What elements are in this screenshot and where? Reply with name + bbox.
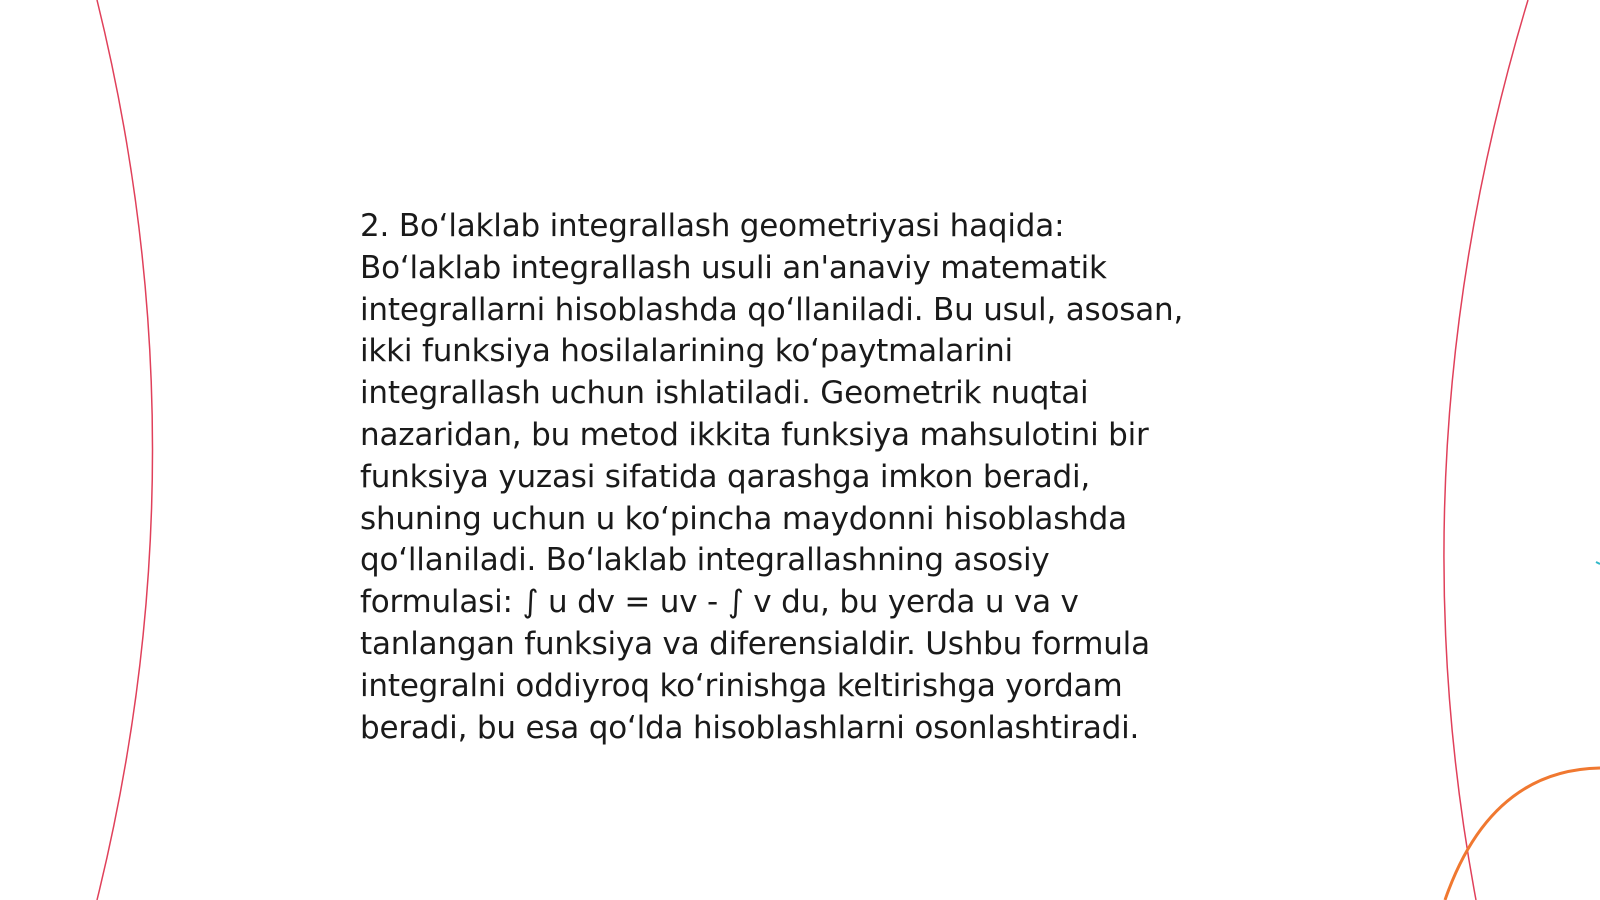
text-line: qo‘llaniladi. Bo‘laklab integrallashning asosiy <box>360 542 1050 579</box>
text-line: beradi, bu esa qo‘lda hisoblashlarni osonlashtiradi. <box>360 709 1140 746</box>
text-line: shuning uchun u ko‘pincha maydonni hisoblashda <box>360 500 1127 537</box>
text-line: Bo‘laklab integrallash usuli an'anaviy matematik <box>360 249 1107 286</box>
text-line: formulasi: ∫ u dv = uv - ∫ v du, bu yerda u va v <box>360 584 1079 621</box>
teal-mark <box>1596 562 1600 564</box>
text-line: funksiya yuzasi sifatida qarashga imkon beradi, <box>360 458 1091 495</box>
right-curve-line <box>1444 0 1528 900</box>
text-line: integralni oddiyroq ko‘rinishga keltirishga yordam <box>360 667 1123 704</box>
left-curve-line <box>97 0 153 900</box>
text-line: nazaridan, bu metod ikkita funksiya mahsulotini bir <box>360 416 1149 453</box>
text-line: ikki funksiya hosilalarining ko‘paytmalarini <box>360 333 1013 370</box>
body-text <box>360 206 1260 749</box>
text-line: 2. Bo‘laklab integrallash geometriyasi haqida: <box>360 208 1065 244</box>
text-line: integrallarni hisoblashda qo‘llaniladi. Bu usul, asosan, <box>360 291 1184 328</box>
text-line: tanlangan funksiya va diferensialdir. Ushbu formula <box>360 625 1150 662</box>
text-line: integrallash uchun ishlatiladi. Geometrik nuqtai <box>360 375 1089 412</box>
orange-arc <box>1445 768 1600 900</box>
